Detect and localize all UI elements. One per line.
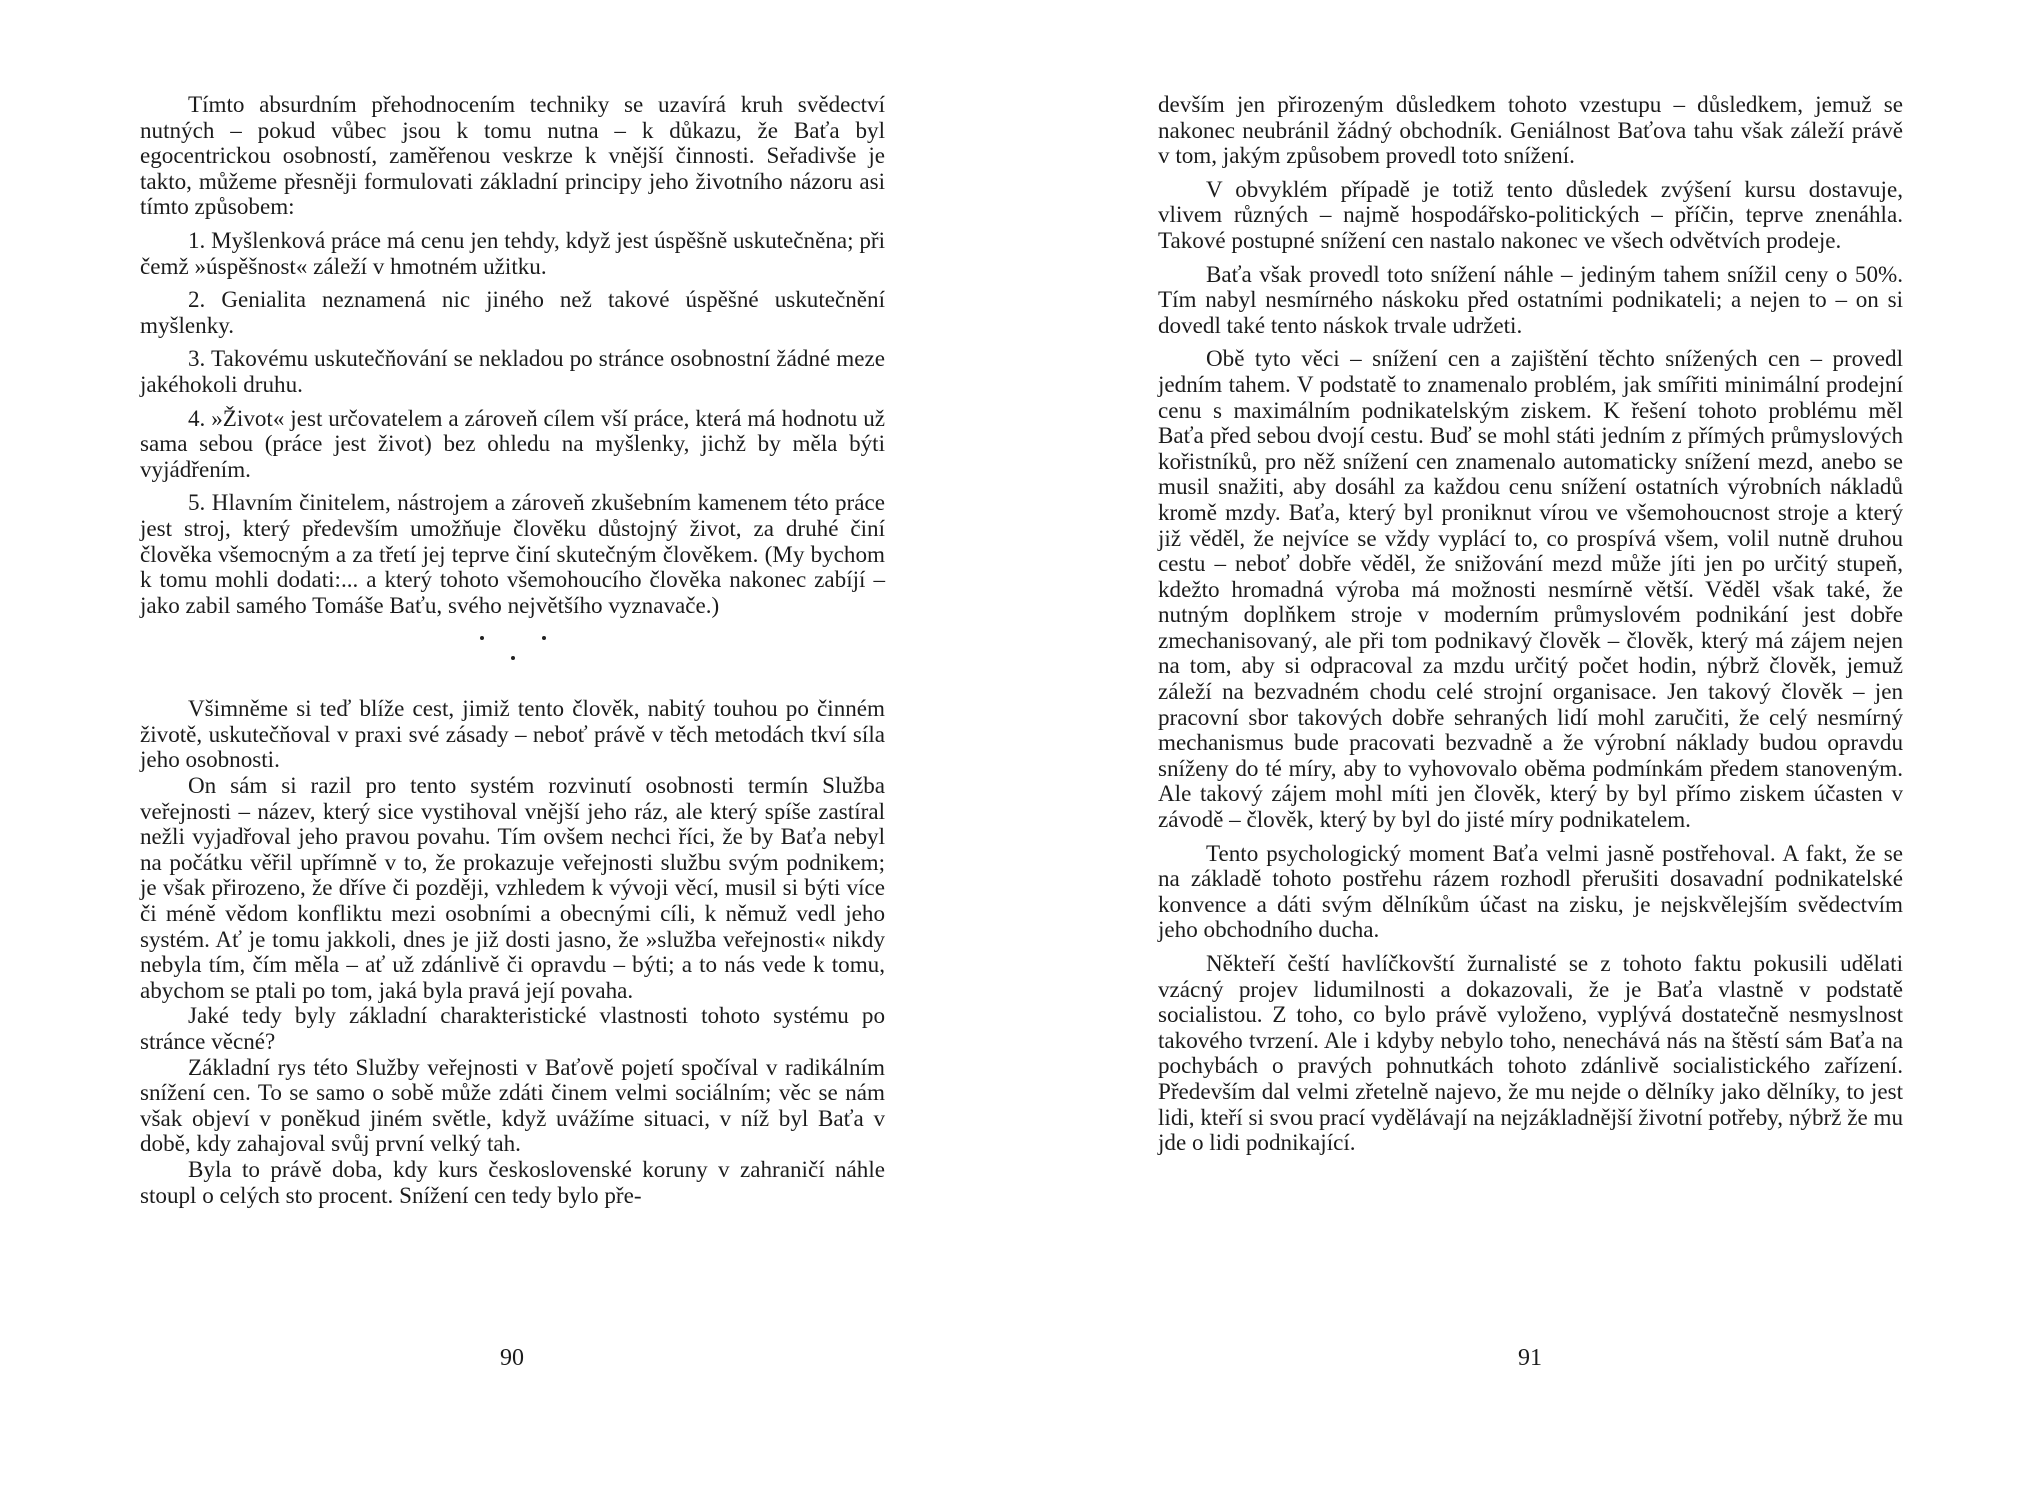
body-paragraph: Byla to právě doba, kdy kurs československé koruny v zahraničí náhle stoupl o celých sto procent. Snížení cen tedy bylo pře- (140, 1155, 885, 1208)
continuation-paragraph: devším jen přirozeným důsledkem tohoto vzestupu – důsledkem, jemuž se nakonec neubránil žádný obchodník. Geniálnost Baťova tahu však záleží právě v tom, jakým způsobem provedl toto snížení. (1158, 91, 1903, 169)
body-paragraph: Baťa však provedl toto snížení náhle – jediným tahem snížil ceny o 50%. Tím nabyl nesmírného náskoku před ostatními podnikateli; a nejen to – on si dovedl také tento náskok trvale udržeti. (1158, 260, 1903, 338)
dot (511, 656, 515, 660)
body-paragraph: Někteří čeští havlíčkovští žurnalisté se z tohoto faktu pokusili udělati vzácný projev lidumilnosti a dokazovali, že je Baťa vlastně v podstatě socialistou. Z toho, co bylo právě vyloženo, vyplývá dostatečně nesmyslnost takového tvrzení. Ale i kdyby nebylo toho, nenechává nás na štěstí sám Baťa na pochybách o pravých pohnutkách tohoto zdánlivě socialistického zařízení. Především dal velmi zřetelně najevo, že mu nejde o dělníky jako dělníky, to jest lidi, kteří si svou prací vydělávají na nejzákladnější životní potřeby, nýbrž že mu jde o lidi podnikající. (1158, 950, 1903, 1156)
section-break-dots (140, 630, 885, 696)
body-paragraph: Tento psychologický moment Baťa velmi jasně postřehoval. A fakt, že se na základě tohoto postřehu rázem rozhodl přerušiti dosavadní podnikatelské konvence a dáti svým dělníkům účast na zisku, je nejskvělejším svědectvím jeho obchodního ducha. (1158, 839, 1903, 943)
intro-paragraph: Tímto absurdním přehodnocením techniky se uzavírá kruh svědectví nutných – pokud vůbec jsou k tomu nutna – k důkazu, že Baťa byl egocentrickou osobností, zaměřenou veskrze k vnější činnosti. Seřadivše je takto, můžeme přesněji formulovati základní principy jeho životního názoru asi tímto způsobem: (140, 91, 885, 220)
left-page (140, 92, 885, 1208)
body-paragraph: On sám si razil pro tento systém rozvinutí osobnosti termín Služba veřejnosti – název, který sice vystihoval vnější jeho ráz, ale který spíše zastíral nežli vyjadřoval jeho pravou povahu. Tím ovšem nechci říci, že by Baťa nebyl na počátku věřil upřímně v to, že prokazuje veřejnosti službu svým podnikem; je však přirozeno, že dříve či později, vzhledem k vývoji věcí, musil si býti více či méně vědom konfliktu mezi osobními a obecnými cíli, k němuž vedl jeho systém. Ať je tomu jakkoli, dnes je již dosti jasno, že »služba veřejnosti« nikdy nebyla tím, čím měla – ať už zdánlivě či opravdu – býti; a to nás vede k tomu, abychom se ptali po tom, jaká byla pravá její povaha. (140, 772, 885, 1003)
body-paragraph: V obvyklém případě je totiž tento důsledek zvýšení kursu dostavuje, vlivem různých – najmě hospodářsko-politických – příčin, teprve znenáhla. Takové postupné snížení cen nastalo nakonec ve všech odvětvích prodeje. (1158, 175, 1903, 253)
right-page (1158, 92, 1903, 1156)
page-number-left: 90 (500, 1345, 524, 1371)
principle-item: 4. »Život« jest určovatelem a zároveň cílem vší práce, která má hodnotu už sama sebou (práce jest život) bez ohledu na myšlenky, jichž by měla býti vyjádřením. (140, 404, 885, 482)
principle-item: 1. Myšlenková práce má cenu jen tehdy, když jest úspěšně uskutečněna; při čemž »úspěšnost« záleží v hmotném užitku. (140, 226, 885, 279)
body-paragraph: Všimněme si teď blíže cest, jimiž tento člověk, nabitý touhou po činném životě, uskutečňoval v praxi své zásady – neboť právě v těch metodách tkví síla jeho osobnosti. (140, 695, 885, 773)
principles-list (140, 228, 885, 618)
dot (480, 636, 484, 640)
body-paragraph: Základní rys této Služby veřejnosti v Baťově pojetí spočíval v radikálním snížení cen. To se samo o sobě může zdáti činem velmi sociálním; věc se nám však objeví v poněkud jiném světle, když uvážíme situaci, v níž byl Baťa v době, kdy zahajoval svůj první velký tah. (140, 1053, 885, 1157)
principle-item: 2. Genialita neznamená nic jiného než takové úspěšné uskutečnění myšlenky. (140, 286, 885, 338)
principle-item: 3. Takovému uskutečňování se nekladou po stránce osobnostní žádné meze jakéhokoli druhu. (140, 345, 885, 397)
dot (542, 636, 546, 640)
principle-item: 5. Hlavním činitelem, nástrojem a zároveň zkušebním kamenem této práce jest stroj, který především umožňuje člověku důstojný život, za druhé činí člověka všemocným a za třetí jej teprve činí skutečným člověkem. (My bychom k tomu mohli dodati:... a který tohoto všemohoucího člověka nakonec zabíjí – jako zabil samého Tomáše Baťu, svého největšího vyznavače.) (140, 489, 885, 618)
page-number-right: 91 (1518, 1345, 1542, 1371)
body-paragraph: Obě tyto věci – snížení cen a zajištění těchto snížených cen – provedl jedním tahem. V podstatě to znamenalo problém, jak smířiti minimální prodejní cenu s maximálním podnikatelským ziskem. K řešení tohoto problému měl Baťa před sebou dvojí cestu. Buď se mohl státi jedním z přímých průmyslových kořistníků, pro něž snížení cen znamenalo automaticky snížení mezd, anebo se musil snažiti, aby dosáhl za každou cenu snížení ostatních výrobních nákladů kromě mzdy. Baťa, který byl proniknut vírou ve všemohoucnost stroje a který již věděl, že nejvíce se vždy vyplácí to, co prospívá všem, volil nutně druhou cestu – neboť dobře věděl, že snižování mezd může jíti jen po určitý stupeň, kdežto hromadná výroba má možnosti nesmírně větší. Věděl však také, že nutným doplňkem stroje v moderním průmyslovém podnikání jest dobře zmechanisovaný, ale při tom podnikavý člověk – člověk, který má zájem nejen na tom, aby si odpracoval za mzdu určitý počet hodin, nýbrž člověk, jemuž záleží na bezvadném chodu celé strojní organisace. Jen takový člověk – jen pracovní sbor takových dobře sehraných lidí mohl zaručiti, že celý nesmírný mechanismus bude pracovati bezvadně a že výrobní náklady budou opravdu sníženy do té míry, aby to vyhovovalo oběma podmínkám předem stanoveným. Ale takový zájem mohl míti jen člověk, který by byl přímo ziskem účasten v závodě – člověk, který by byl do jisté míry podnikatelem. (1158, 345, 1903, 833)
body-paragraph: Jaké tedy byly základní charakteristické vlastnosti tohoto systému po stránce věcné? (140, 1002, 885, 1054)
